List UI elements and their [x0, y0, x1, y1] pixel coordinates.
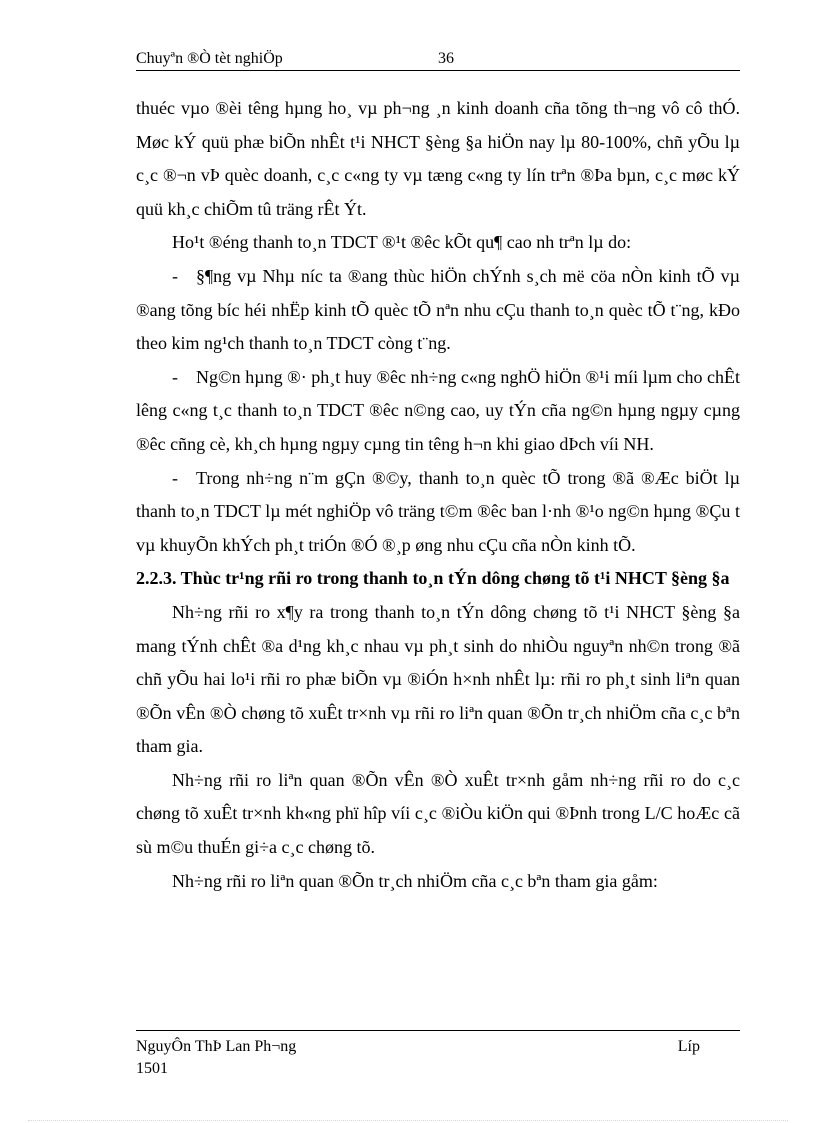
bullet-text-1: §¶ng vµ Nhµ níc ta ®ang thùc hiÖn chÝnh s¸ch më cöa nÒn kinh tÕ vµ ®ang tõng bíc héi nhËp kinh tÕ quèc tÕ nªn nhu cÇu thanh to¸n quèc tÕ t¨ng, kÐo theo kim ng¹ch thanh to¸n TDCT còng t¨ng. — [136, 265, 740, 354]
page-header — [136, 50, 740, 71]
paragraph-4: Nh÷ng rñi ro liªn quan ®Õn vÊn ®Ò xuÊt tr×nh gåm nh÷ng rñi ro do c¸c chøng tõ xuÊt tr×nh kh«ng phï hîp víi c¸c ®iÒu kiÖn qui ®Þnh trong L/C hoÆc cã sù m©u thuÉn gi÷a c¸c chøng tõ. — [136, 769, 740, 858]
document-body — [136, 92, 740, 898]
bullet-item-1 — [136, 260, 740, 361]
page-edge-divider — [28, 1120, 788, 1121]
bullet-text-3: Trong nh÷ng n¨m gÇn ®©y, thanh to¸n quèc tÕ trong ®ã ®Æc biÖt lµ thanh to¸n TDCT lµ mét nghiÖp vô träng t©m ®êc ban l·nh ®¹o ng©n hµng ®Çu t vµ khuyÕn khÝch ph¸t triÓn ®Ó ®¸p øng nhu cÇu cña nÒn kinh tÕ. — [136, 467, 740, 555]
paragraph-2: Ho¹t ®éng thanh to¸n TDCT ®¹t ®êc kÕt qu¶ cao nh trªn lµ do: — [172, 232, 632, 253]
bullet-text-2: Ng©n hµng ®· ph¸t huy ®êc nh÷ng c«ng nghÖ hiÖn ®¹i míi lµm cho chÊt lêng c«ng t¸c thanh to¸n TDCT ®êc n©ng cao, uy tÝn cña ng©n hµng ngµy cµng ®êc cñng cè, kh¸ch hµng ngµy cµng tin têng h¬n khi giao dÞch víi NH. — [136, 366, 740, 454]
header-title: Chuyªn ®Ò tèt nghiÖp — [136, 50, 283, 67]
footer-class-number: 1501 — [136, 1060, 168, 1077]
paragraph-1: thuéc vµo ®èi têng hµng ho¸ vµ ph¬ng ¸n kinh doanh cña tõng th¬ng vô cô thÓ. Møc kÝ quü phæ biÕn nhÊt t¹i NHCT §èng §a hiÖn nay lµ 80-100%, chñ yÕu lµ c¸c ®¬n vÞ quèc doanh, c¸c c«ng ty vµ tæng c«ng ty lín trªn ®Þa bµn, c¸c møc kÝ quü kh¸c chiÕm tû träng rÊt Ýt. — [136, 98, 740, 219]
bullet-dash: - — [172, 366, 178, 387]
paragraph-5: Nh÷ng rñi ro liªn quan ®Õn tr¸ch nhiÖm cña c¸c bªn tham gia gåm: — [172, 870, 658, 891]
bullet-dash: - — [172, 467, 178, 488]
bullet-item-3 — [136, 462, 740, 563]
footer-divider — [136, 1030, 740, 1031]
page-number: 36 — [438, 50, 454, 67]
footer-author: NguyÔn ThÞ Lan Ph¬ng — [136, 1038, 297, 1055]
section-heading: 2.2.3. Thùc tr¹ng rñi ro trong thanh to¸n tÝn dông chøng tõ t¹i NHCT §èng §a — [136, 568, 730, 589]
paragraph-3: Nh÷ng rñi ro x¶y ra trong thanh to¸n tÝn dông chøng tõ t¹i NHCT §èng §a mang tÝnh chÊt ®a d¹ng kh¸c nhau vµ ph¸t sinh do nhiÒu nguyªn nh©n trong ®ã chñ yÕu hai lo¹i rñi ro phæ biÕn vµ ®iÓn h×nh nhÊt lµ: rñi ro ph¸t sinh liªn quan ®Õn vÊn ®Ò chøng tõ xuÊt tr×nh vµ rñi ro liªn quan ®Õn tr¸ch nhiÖm cña c¸c bªn tham gia. — [136, 601, 740, 757]
bullet-dash: - — [172, 265, 178, 286]
bullet-item-2 — [136, 361, 740, 462]
footer-class-label: Líp — [677, 1038, 700, 1055]
